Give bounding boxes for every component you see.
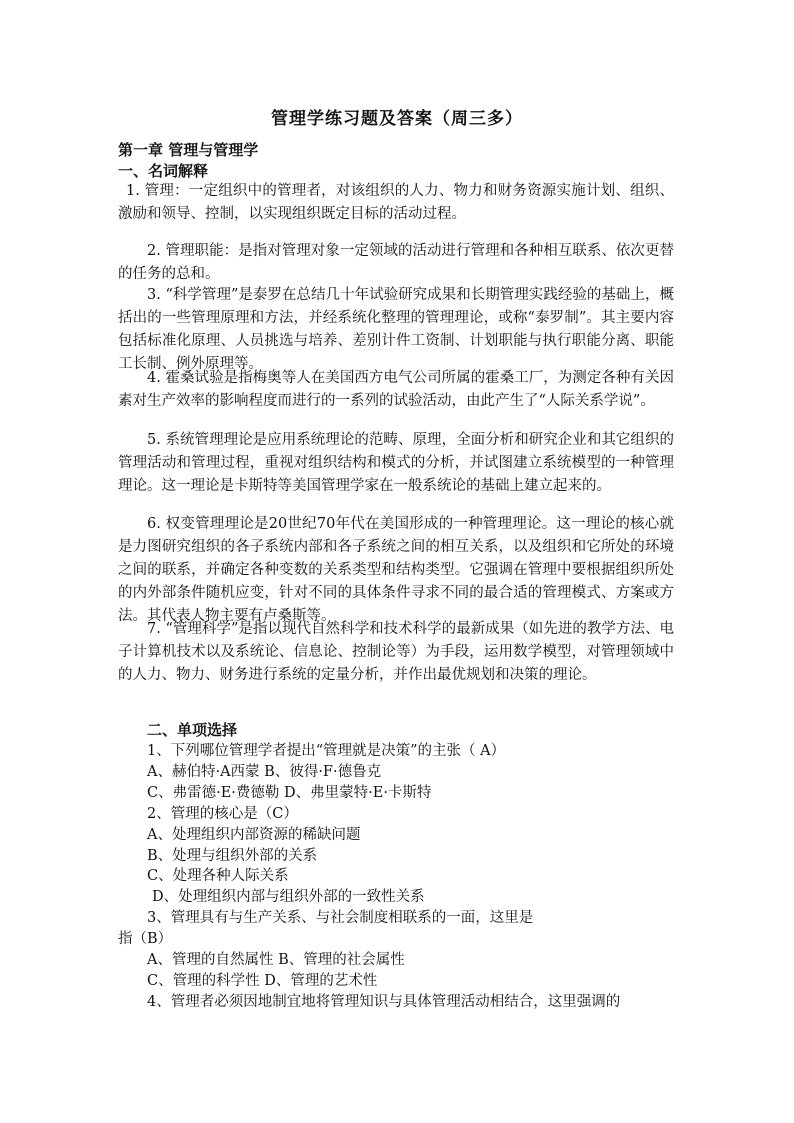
option-line: D、处理组织内部与组织外部的一致性关系	[152, 889, 425, 905]
option-line: B、处理与组织外部的关系	[147, 848, 318, 864]
definition-paragraph: 7. “管理科学”是指以现代自然科学和技术科学的最新成果（如先进的教学方法、电子计算机技术以及系统论、信息论、控制论等）为手段，运用数学模型，对管理领域中的人力、物力、财务进行系统的定量分析，并作出最优规划和决策的理论。	[118, 621, 674, 683]
question-line: 4、管理者必须因地制宜地将管理知识与具体管理活动相结合，这里强调的	[147, 994, 621, 1010]
section-heading-mcq: 二、单项选择	[147, 721, 238, 739]
option-line: C、管理的科学性 D、管理的艺术性	[147, 973, 378, 989]
document-title: 管理学练习题及答案（周三多）	[271, 109, 523, 129]
question-line: 3、管理具有与生产关系、与社会制度相联系的一面，这里是	[147, 910, 534, 926]
definition-paragraph: 6. 权变管理理论是20世纪70年代在美国形成的一种管理理论。这一理论的核心就是力图研究组织的各子系统内部和各子系统之间的相互关系，以及组织和它所处的环境之间的联系，并确定各种变数的关系类型和结构类型。它强调在管理中要根据组织所处的内外部条件随机应变，针对不同的具体条件寻求不同的最合适的管理模式、方案或方法。其代表人物主要有卢桑斯等。	[118, 516, 674, 624]
definition-paragraph: 4. 霍桑试验是指梅奥等人在美国西方电气公司所属的霍桑工厂，为测定各种有关因素对生产效率的影响程度而进行的一系列的试验活动，由此产生了“人际关系学说”。	[118, 370, 674, 409]
question-line: 指（B）	[118, 931, 173, 947]
definition-paragraph: 1. 管理：一定组织中的管理者，对该组织的人力、物力和财务资源实施计划、组织、激励和领导、控制，以实现组织既定目标的活动过程。	[118, 183, 674, 222]
option-line: A、管理的自然属性 B、管理的社会属性	[147, 952, 405, 968]
option-line: C、处理各种人际关系	[147, 868, 289, 884]
definition-paragraph: 3. “科学管理”是泰罗在总结几十年试验研究成果和长期管理实践经验的基础上，概括出的一些管理原理和方法，并经系统化整理的管理理论，或称“泰罗制”。其主要内容包括标准化原理、人员挑选与培养、差别计件工资制、计划职能与执行职能分离、职能工长制、例外原理等。	[118, 287, 674, 372]
option-line: A、赫伯特·A西蒙 B、彼得·F·德鲁克	[147, 764, 382, 780]
chapter-heading: 第一章 管理与管理学	[118, 141, 259, 159]
option-line: A、处理组织内部资源的稀缺问题	[147, 827, 361, 843]
definition-paragraph: 5. 系统管理理论是应用系统理论的范畴、原理，全面分析和研究企业和其它组织的管理活动和管理过程，重视对组织结构和模式的分析，并试图建立系统模型的一种管理理论。这一理论是卡斯特等美国管理学家在一般系统论的基础上建立起来的。	[118, 432, 674, 494]
question-line: 1、下列哪位管理学者提出“管理就是决策”的主张（ A）	[147, 743, 506, 759]
question-line: 2、管理的核心是（C）	[147, 806, 298, 822]
section-heading-definitions: 一、名词解释	[118, 162, 209, 180]
option-line: C、弗雷德·E·费德勒 D、弗里蒙特·E·卡斯特	[147, 785, 432, 801]
definition-paragraph: 2. 管理职能：是指对管理对象一定领域的活动进行管理和各种相互联系、依次更替的任务的总和。	[118, 243, 674, 282]
